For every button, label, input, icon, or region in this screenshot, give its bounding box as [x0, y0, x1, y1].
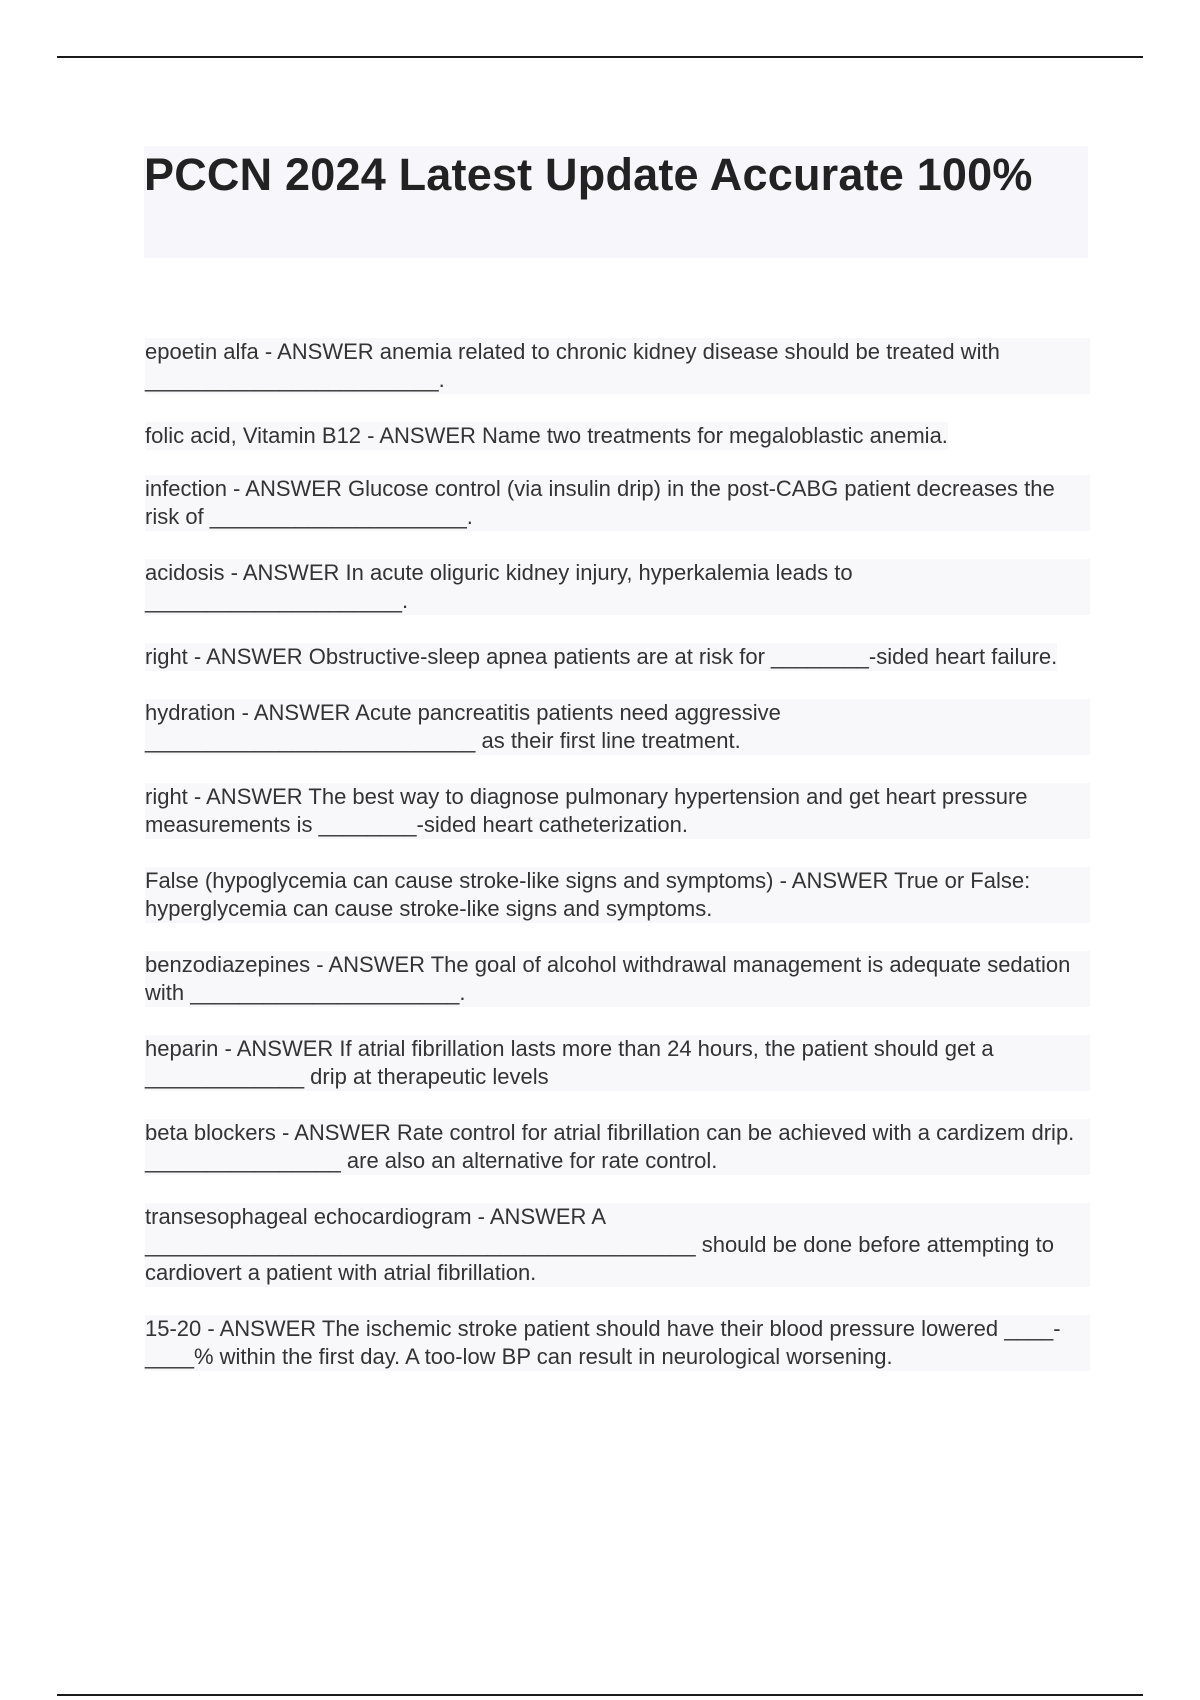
qa-item: beta blockers - ANSWER Rate control for atrial fibrillation can be achieved with a cardizem drip. ________________ are also an alternative for rate control. [145, 1119, 1090, 1175]
title-block [144, 146, 1088, 258]
qa-item: benzodiazepines - ANSWER The goal of alcohol withdrawal management is adequate sedation with ______________________. [145, 951, 1090, 1007]
qa-item: 15-20 - ANSWER The ischemic stroke patient should have their blood pressure lowered ____-____% within the first day. A too-low BP can result in neurological worsening. [145, 1315, 1090, 1371]
qa-list [145, 338, 1090, 1399]
qa-item: False (hypoglycemia can cause stroke-like signs and symptoms) - ANSWER True or False: hyperglycemia can cause stroke-like signs and symptoms. [145, 867, 1090, 923]
qa-item: infection - ANSWER Glucose control (via insulin drip) in the post-CABG patient decreases the risk of _____________________. [145, 475, 1090, 531]
qa-item: folic acid, Vitamin B12 - ANSWER Name two treatments for megaloblastic anemia. [145, 423, 948, 448]
footer-rule [57, 1694, 1143, 1696]
qa-item: transesophageal echocardiogram - ANSWER A _____________________________________________ should be done before attempting to cardiovert a patient with atrial fibrillation. [145, 1203, 1090, 1287]
qa-item: heparin - ANSWER If atrial fibrillation lasts more than 24 hours, the patient should get a _____________ drip at therapeutic levels [145, 1035, 1090, 1091]
qa-item: hydration - ANSWER Acute pancreatitis patients need aggressive ___________________________ as their first line treatment. [145, 699, 1090, 755]
document-title: PCCN 2024 Latest Update Accurate 100% [144, 149, 1033, 200]
qa-item: acidosis - ANSWER In acute oliguric kidney injury, hyperkalemia leads to _____________________. [145, 559, 1090, 615]
qa-item: right - ANSWER Obstructive-sleep apnea patients are at risk for ________-sided heart failure. [145, 644, 1058, 669]
header-rule [57, 56, 1143, 58]
qa-item: right - ANSWER The best way to diagnose pulmonary hypertension and get heart pressure measurements is ________-sided heart catheterization. [145, 783, 1090, 839]
qa-item: epoetin alfa - ANSWER anemia related to chronic kidney disease should be treated with ________________________. [145, 338, 1090, 394]
